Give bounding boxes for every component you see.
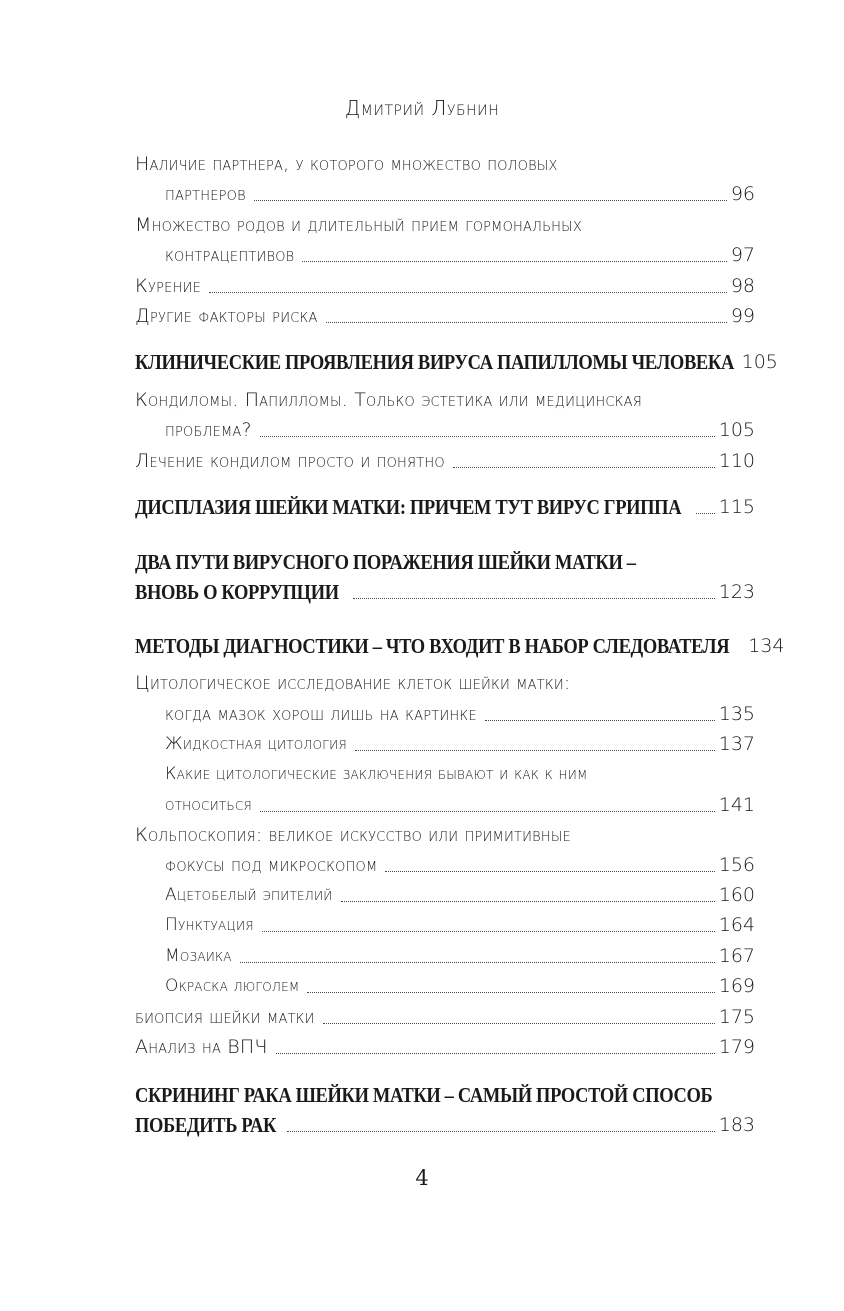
toc-page-number: 169 <box>718 975 755 997</box>
toc-page-number: 98 <box>730 275 755 297</box>
toc-line <box>135 670 755 696</box>
dot-leader <box>696 512 715 514</box>
toc-line <box>135 387 755 413</box>
dot-leader <box>260 810 715 812</box>
toc-line <box>135 448 755 474</box>
toc-entry-title: ВНОВЬ О КОРРУПЦИИ <box>135 580 339 604</box>
toc-line <box>135 181 755 207</box>
toc-line <box>135 212 755 238</box>
toc-entry-title: Жидкостная цитология <box>165 734 347 754</box>
dot-leader <box>240 961 715 963</box>
toc-entry-title: КЛИНИЧЕСКИЕ ПРОЯВЛЕНИЯ ВИРУСА ПАПИЛЛОМЫ ЧЕЛОВЕКА <box>135 350 734 374</box>
dot-leader <box>260 435 715 437</box>
toc-entry-title: проблема? <box>165 419 252 441</box>
toc-page-number: 99 <box>730 305 755 327</box>
dot-leader <box>485 719 715 721</box>
toc-chapter-heading <box>135 349 778 375</box>
toc-line <box>135 1034 755 1060</box>
toc-line <box>135 273 755 299</box>
toc-entry-title: Ацетобелый эпителий <box>165 885 333 905</box>
toc-chapter-heading <box>135 1082 755 1108</box>
toc-entry-title: Какие цитологические заключения бывают и как к ним <box>165 764 588 784</box>
dot-leader <box>326 321 727 323</box>
toc-chapter-heading <box>135 633 785 659</box>
toc-page-number: 105 <box>718 419 755 441</box>
toc-entry-title: биопсия шейки матки <box>135 1006 315 1028</box>
toc-page-number: 175 <box>718 1006 755 1028</box>
toc-line <box>135 822 755 848</box>
toc-entry-title: Курение <box>135 275 201 297</box>
toc-entry-title: Пунктуация <box>165 915 254 935</box>
toc-line <box>135 417 755 443</box>
toc-page-number: 156 <box>718 854 755 876</box>
toc-page-number: 110 <box>718 450 755 472</box>
running-header-author: Дмитрий Лубнин <box>344 96 500 120</box>
toc-page-number: 167 <box>718 945 755 967</box>
toc-page-number: 105 <box>741 351 778 373</box>
dot-leader <box>453 466 715 468</box>
toc-entry-title: относиться <box>165 795 252 815</box>
dot-leader <box>209 291 727 293</box>
toc-entry-title: СКРИНИНГ РАКА ШЕЙКИ МАТКИ – САМЫЙ ПРОСТОЙ СПОСОБ <box>135 1083 713 1107</box>
toc-page-number: 141 <box>718 794 755 816</box>
toc-entry-title: Кондиломы. Папилломы. Только эстетика или медицинская <box>135 389 642 411</box>
toc-entry-title: контрацептивов <box>165 244 295 266</box>
toc-line <box>135 731 755 757</box>
dot-leader <box>307 991 714 993</box>
dot-leader <box>353 597 715 599</box>
dot-leader <box>302 260 726 262</box>
toc-page-number: 160 <box>718 884 755 906</box>
toc-entry-title: МЕТОДЫ ДИАГНОСТИКИ – ЧТО ВХОДИТ В НАБОР СЛЕДОВАТЕЛЯ <box>135 634 730 658</box>
dot-leader <box>254 199 727 201</box>
dot-leader <box>323 1022 715 1024</box>
toc-chapter-heading <box>135 579 755 605</box>
toc-entry-title: Анализ на ВПЧ <box>135 1036 268 1058</box>
toc-line <box>135 303 755 329</box>
toc-entry-title: Лечение кондилом просто и понятно <box>135 450 445 472</box>
toc-line <box>135 242 755 268</box>
toc-page-number: 179 <box>718 1036 755 1058</box>
toc-page-number: 164 <box>718 914 755 936</box>
toc-line <box>135 882 755 908</box>
toc-page-number: 135 <box>718 703 755 725</box>
toc-entry-title: ДВА ПУТИ ВИРУСНОГО ПОРАЖЕНИЯ ШЕЙКИ МАТКИ – <box>135 550 636 574</box>
toc-entry-title: Наличие партнера, у которого множество половых <box>135 153 558 175</box>
toc-entry-title: ПОБЕДИТЬ РАК <box>135 1113 276 1137</box>
toc-page-number: 134 <box>748 635 785 657</box>
dot-leader <box>262 930 715 932</box>
toc-entry-title: Мозаика <box>165 946 232 966</box>
dot-leader <box>276 1052 715 1054</box>
dot-leader <box>341 900 715 902</box>
toc-page-number: 115 <box>718 496 755 518</box>
toc-line <box>135 792 755 818</box>
toc-entry-title: Окраска люголем <box>165 976 300 996</box>
toc-entry-title: ДИСПЛАЗИЯ ШЕЙКИ МАТКИ: ПРИЧЕМ ТУТ ВИРУС ГРИППА <box>135 495 682 519</box>
toc-chapter-heading <box>135 1112 755 1138</box>
toc-page-number: 137 <box>718 733 755 755</box>
toc-chapter-heading <box>135 494 755 520</box>
toc-line <box>135 701 755 727</box>
toc-entry-title: Кольпоскопия: великое искусство или примитивные <box>135 824 571 846</box>
toc-entry-title: Множество родов и длительный прием гормональных <box>135 214 582 236</box>
toc-line <box>135 912 755 938</box>
toc-line <box>135 943 755 969</box>
toc-line <box>135 761 755 787</box>
table-of-contents <box>135 0 785 1311</box>
toc-page-number: 183 <box>718 1114 755 1136</box>
dot-leader <box>287 1130 715 1132</box>
toc-line <box>135 151 755 177</box>
toc-page-number: 96 <box>730 183 755 205</box>
toc-line <box>135 852 755 878</box>
toc-entry-title: Другие факторы риска <box>135 305 318 327</box>
page-number-footer: 4 <box>415 1166 429 1190</box>
toc-line <box>135 973 755 999</box>
toc-page-number: 123 <box>718 581 755 603</box>
dot-leader <box>385 870 714 872</box>
dot-leader <box>355 749 715 751</box>
toc-line <box>135 1004 755 1030</box>
toc-chapter-heading <box>135 549 755 575</box>
toc-page-number: 97 <box>730 244 755 266</box>
toc-entry-title: фокусы под микроскопом <box>165 854 378 876</box>
toc-entry-title: партнеров <box>165 183 246 205</box>
toc-entry-title: когда мазок хорош лишь на картинке <box>165 703 477 725</box>
toc-entry-title: Цитологическое исследование клеток шейки матки: <box>135 672 571 694</box>
